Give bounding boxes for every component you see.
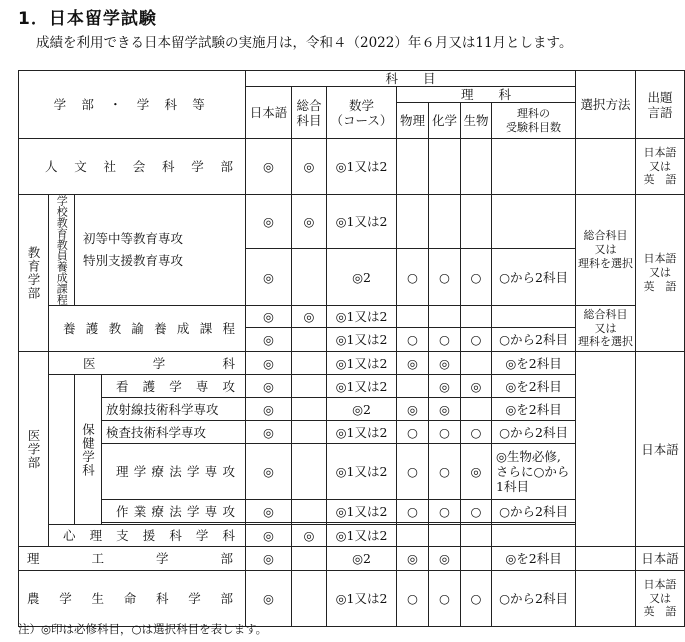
mark-required: ◎	[246, 306, 292, 328]
major-nursing: 看護学専攻	[102, 375, 246, 398]
dept-hokengaku: 保健学科	[80, 422, 96, 477]
mark-required: ◎	[397, 547, 429, 571]
mark-required: ◎	[246, 398, 292, 421]
math-cell: ◎1又は2	[327, 306, 397, 328]
table-row	[19, 571, 685, 627]
language-cell: 日本語	[636, 547, 685, 571]
math-cell: ◎1又は2	[327, 195, 397, 249]
selection-cell: 総合科目 又は 理科を選択	[576, 306, 636, 352]
mark-optional: ○	[429, 571, 461, 627]
mark-required: ◎	[246, 139, 292, 195]
mark-optional: ○	[461, 500, 492, 523]
mark-required: ◎	[397, 398, 429, 421]
table-row	[19, 352, 685, 375]
mark-optional: ○	[461, 571, 492, 627]
mark-optional: ○	[429, 328, 461, 352]
language-cell: 日本語 又は 英 語	[636, 139, 685, 195]
math-cell: ◎1又は2	[327, 571, 397, 627]
header-rika: 理 科	[397, 87, 576, 103]
mark-required: ◎	[429, 547, 461, 571]
mark-required: ◎	[429, 375, 461, 398]
mark-required: ◎	[397, 352, 429, 375]
mark-optional: ○	[429, 421, 461, 444]
rika-count-cell: ○から2科目	[492, 500, 576, 523]
mark-required: ◎	[246, 421, 292, 444]
math-cell: ◎2	[327, 398, 397, 421]
mark-required: ◎	[246, 525, 292, 547]
mark-optional: ○	[397, 328, 429, 352]
mark-required: ◎	[292, 139, 327, 195]
mark-required: ◎	[246, 352, 292, 375]
table-row	[19, 547, 685, 571]
dept-psych: 心理支援科学科	[49, 525, 246, 547]
rika-count-cell: ○から2科目	[492, 249, 576, 306]
math-cell: ◎1又は2	[327, 500, 397, 523]
math-cell: ◎1又は2	[327, 139, 397, 195]
selection-cell: 総合科目 又は 理科を選択	[576, 195, 636, 306]
table-row	[19, 306, 685, 328]
major-lab: 検査技術科学専攻	[102, 421, 246, 444]
table-row	[19, 195, 685, 249]
dept-ika: 医 学 科	[49, 352, 246, 375]
mark-required: ◎	[461, 444, 492, 500]
mark-optional: ○	[461, 249, 492, 306]
header-biology: 生物	[461, 103, 492, 139]
mark-required: ◎	[292, 195, 327, 249]
mark-optional: ○	[397, 249, 429, 306]
mark-required: ◎	[246, 249, 292, 306]
math-cell: ◎1又は2	[327, 525, 397, 547]
header-chemistry: 化学	[429, 103, 461, 139]
mark-optional: ○	[461, 421, 492, 444]
mark-optional: ○	[429, 500, 461, 523]
mark-required: ◎	[429, 352, 461, 375]
rika-count-cell: ○から2科目	[492, 571, 576, 627]
rika-count-cell: ◎を2科目	[492, 547, 576, 571]
faculty-education: 教育学部	[26, 246, 41, 300]
mark-optional: ○	[461, 328, 492, 352]
header-japanese: 日本語	[246, 87, 292, 139]
mark-required: ◎	[292, 525, 327, 547]
rika-count-cell: ○から2科目	[492, 328, 576, 352]
mark-required: ◎	[246, 328, 292, 352]
language-cell: 日本語 又は 英 語	[636, 195, 685, 352]
major-special: 特別支援教育専攻	[83, 253, 184, 268]
math-cell: ◎1又は2	[327, 375, 397, 398]
faculty-humanities: 人文社会科学部	[19, 139, 246, 195]
major-primary: 初等中等教育専攻	[83, 231, 184, 247]
mark-required: ◎	[292, 306, 327, 328]
major-ot: 作業療法学専攻	[102, 500, 246, 523]
faculty-science: 理 工 学 部	[19, 547, 246, 571]
major-radiology: 放射線技術科学専攻	[102, 398, 246, 421]
mark-optional: ○	[397, 571, 429, 627]
header-faculty: 学 部 ・ 学 科 等	[19, 71, 246, 139]
rika-count-cell: ◎を2科目	[492, 375, 576, 398]
rika-count-cell: ◎を2科目	[492, 398, 576, 421]
math-cell: ◎2	[327, 249, 397, 306]
mark-optional: ○	[397, 500, 429, 523]
math-cell: ◎1又は2	[327, 444, 397, 500]
mark-required: ◎	[246, 195, 292, 249]
mark-optional: ○	[397, 421, 429, 444]
header-physics: 物理	[397, 103, 429, 139]
mark-required: ◎	[246, 444, 292, 500]
mark-required: ◎	[246, 375, 292, 398]
mark-required: ◎	[246, 500, 292, 523]
header-sogo: 総合 科目	[292, 87, 327, 139]
mark-optional: ○	[397, 444, 429, 500]
header-math: 数学 （コース）	[327, 87, 397, 139]
language-cell: 日本語 又は 英 語	[636, 571, 685, 627]
mark-required: ◎	[461, 375, 492, 398]
math-cell: ◎1又は2	[327, 328, 397, 352]
rika-count-cell: ◎生物必修, さらに○から 1科目	[492, 444, 576, 500]
mark-optional: ○	[429, 444, 461, 500]
mark-required: ◎	[246, 571, 292, 627]
intro-text: 成績を利用できる日本留学試験の実施月は，令和４（2022）年６月又は11月とします。	[36, 35, 573, 51]
math-cell: ◎1又は2	[327, 421, 397, 444]
rika-count-cell: ◎を2科目	[492, 352, 576, 375]
rika-count-cell: ○から2科目	[492, 421, 576, 444]
math-cell: ◎2	[327, 547, 397, 571]
course-yogo: 養護教諭養成課程	[49, 306, 246, 352]
mark-required: ◎	[429, 398, 461, 421]
teacher-course-label: 学校教育教員養成課程	[55, 195, 69, 305]
footnote: 注）◎印は必修科目，○は選択科目を表します。	[18, 622, 268, 636]
header-rika-count: 理科の 受験科目数	[492, 103, 576, 139]
header-language: 出題 言語	[636, 71, 685, 139]
header-kamoku: 科 目	[246, 71, 576, 87]
language-cell: 日本語	[636, 352, 685, 547]
math-cell: ◎1又は2	[327, 352, 397, 375]
header-selection: 選択方法	[576, 71, 636, 139]
section-title: 1．日本留学試験	[18, 9, 157, 29]
eju-subjects-table	[18, 70, 685, 627]
mark-optional: ○	[429, 249, 461, 306]
mark-required: ◎	[246, 547, 292, 571]
table-row	[19, 139, 685, 195]
faculty-agri: 農学生命科学部	[19, 571, 246, 627]
major-pt: 理学療法学専攻	[102, 444, 246, 500]
faculty-medicine: 医学部	[26, 428, 41, 470]
